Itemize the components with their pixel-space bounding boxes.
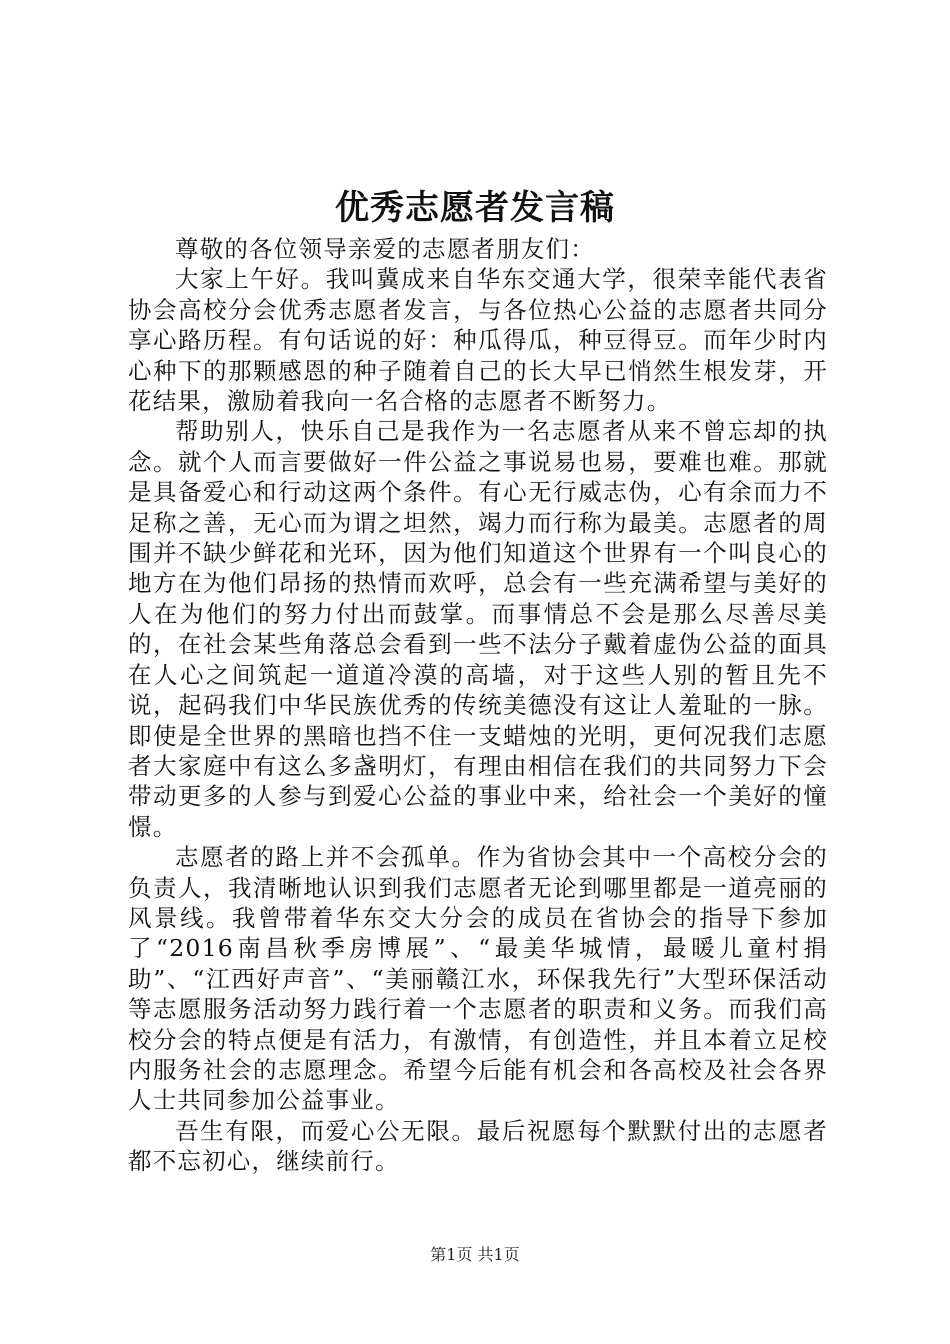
paragraph-4: 吾生有限，而爱心公无限。最后祝愿每个默默付出的志愿者都不忘初心，继续前行。 bbox=[128, 1116, 828, 1176]
paragraph-1: 大家上午好。我叫冀成来自华东交通大学，很荣幸能代表省协会高校分会优秀志愿者发言，与各位热心公益的志愿者共同分享心路历程。有句话说的好：种瓜得瓜，种豆得豆。而年少时内心种下的那颗感恩的种子随着自己的长大早已悄然生根发芽，开花结果，激励着我向一名合格的志愿者不断努力。 bbox=[128, 265, 828, 416]
document-title: 优秀志愿者发言稿 bbox=[335, 188, 615, 228]
page-footer: 第1页 共1页 bbox=[430, 1245, 520, 1264]
greeting-line: 尊敬的各位领导亲爱的志愿者朋友们： bbox=[175, 235, 595, 263]
document-body bbox=[128, 234, 828, 1177]
paragraph-3: 志愿者的路上并不会孤单。作为省协会其中一个高校分会的负责人，我清晰地认识到我们志愿者无论到哪里都是一道亮丽的风景线。我曾带着华东交大分会的成员在省协会的指导下参加了“2016南昌秋季房博展”、“最美华城情，最暖儿童村捐助”、“江西好声音”、“美丽赣江水，环保我先行”大型环保活动等志愿服务活动努力践行着一个志愿者的职责和义务。而我们高校分会的特点便是有活力，有激情，有创造性，并且本着立足校内服务社会的志愿理念。希望今后能有机会和各高校及社会各界人士共同参加公益事业。 bbox=[128, 843, 828, 1115]
paragraph-2: 帮助别人，快乐自己是我作为一名志愿者从来不曾忘却的执念。就个人而言要做好一件公益之事说易也易，要难也难。那就是具备爱心和行动这两个条件。有心无行威志伪，心有余而力不足称之善，无心而为谓之坦然，竭力而行称为最美。志愿者的周围并不缺少鲜花和光环，因为他们知道这个世界有一个叫良心的地方在为他们昂扬的热情而欢呼，总会有一些充满希望与美好的人在为他们的努力付出而鼓掌。而事情总不会是那么尽善尽美的，在社会某些角落总会看到一些不法分子戴着虚伪公益的面具在人心之间筑起一道道冷漠的高墙，对于这些人别的暂且先不说，起码我们中华民族优秀的传统美德没有这让人羞耻的一脉。即使是全世界的黑暗也挡不住一支蜡烛的光明，更何况我们志愿者大家庭中有这么多盏明灯，有理由相信在我们的共同努力下会带动更多的人参与到爱心公益的事业中来，给社会一个美好的憧憬。 bbox=[128, 417, 828, 841]
